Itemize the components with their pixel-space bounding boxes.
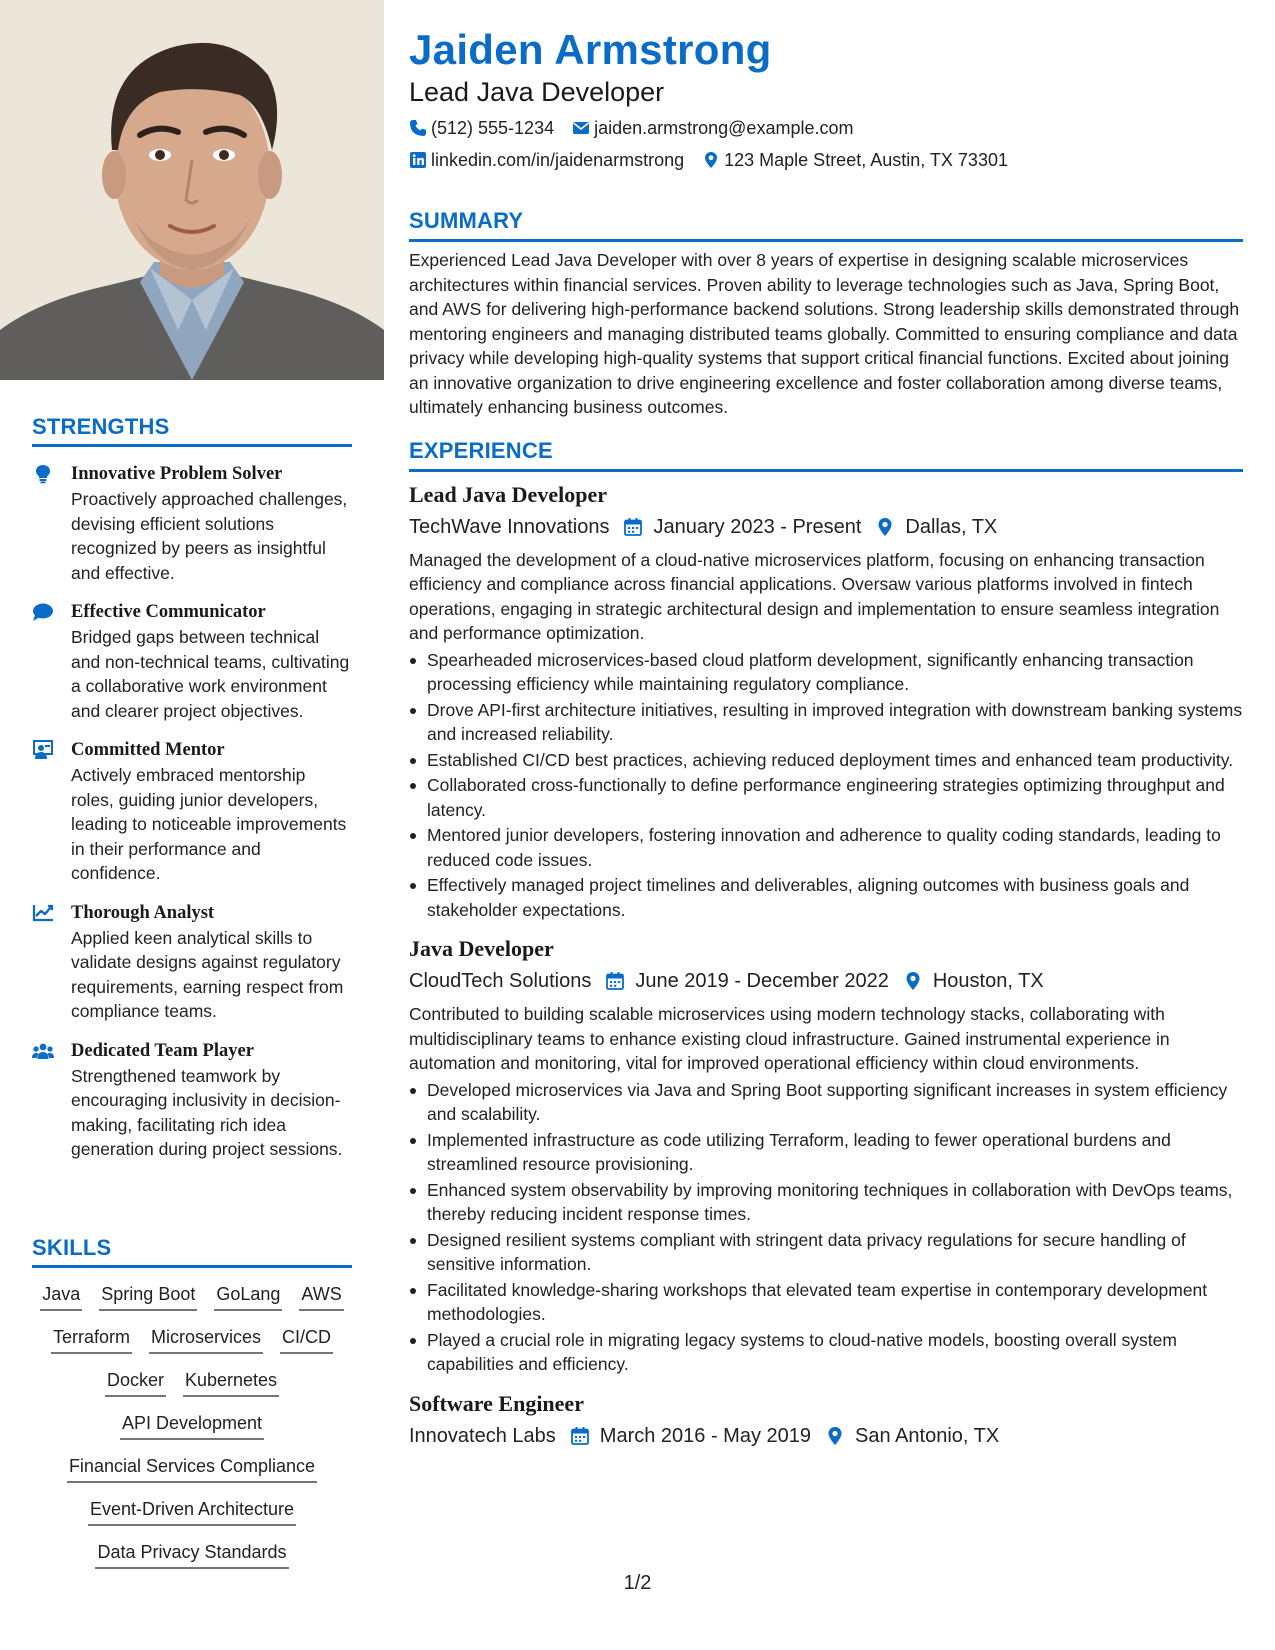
strength-title: Thorough Analyst <box>71 902 215 923</box>
phone-item[interactable] <box>409 118 554 139</box>
strengths-heading: STRENGTHS <box>32 414 170 439</box>
phone-icon <box>409 119 427 137</box>
strength-item <box>32 600 352 723</box>
strength-desc: Strengthened teamwork by encouraging inclusivity in decision-making, facilitating rich idea generation during project sessions. <box>71 1065 343 1159</box>
job-description: Managed the development of a cloud-native microservices platform, focusing on enhancing transaction efficiency and compliance across financial applications. Oversaw various platforms involved in fintech operations, engaging in strategic architectural design and implementation to ensure seamless integration and performance optimization. <box>409 549 1220 643</box>
job-company: CloudTech Solutions <box>409 970 592 992</box>
candidate-name: Jaiden Armstrong <box>409 26 772 73</box>
skills-row <box>32 1325 352 1354</box>
job-entry <box>409 934 1243 1377</box>
linkedin-text: linkedin.com/in/jaidenarmstrong <box>431 149 685 170</box>
email-item[interactable] <box>572 118 853 139</box>
skills-row <box>32 1368 352 1397</box>
skill-tag: Docker <box>105 1368 166 1397</box>
job-bullet: Collaborated cross-functionally to define performance engineering strategies optimizing throughput and latency. <box>409 773 1243 822</box>
job-bullet: Played a crucial role in migrating legacy systems to cloud-native models, boosting overall system capabilities and efficiency. <box>409 1328 1243 1377</box>
strength-desc: Actively embraced mentorship roles, guiding junior developers, leading to noticeable improvements in their performance and confidence. <box>71 765 347 883</box>
linkedin-item[interactable] <box>409 150 684 171</box>
job-bullet: Implemented infrastructure as code utilizing Terraform, leading to fewer operational burdens and streamlined resource provisioning. <box>409 1128 1243 1177</box>
strength-title: Effective Communicator <box>71 602 266 622</box>
summary-section <box>409 208 1243 420</box>
team-icon <box>32 1041 54 1061</box>
calendar-icon <box>623 517 643 537</box>
job-meta <box>409 512 1243 542</box>
skill-tag: AWS <box>299 1282 343 1311</box>
job-entry <box>409 480 1243 923</box>
job-bullet: Effectively managed project timelines and deliverables, aligning outcomes with business goals and stakeholder expectations. <box>409 873 1243 922</box>
calendar-icon <box>570 1426 590 1446</box>
address-item <box>702 150 1008 171</box>
skill-tag: GoLang <box>214 1282 282 1311</box>
summary-rule <box>409 239 1243 242</box>
lightbulb-icon <box>32 464 54 484</box>
job-location: Dallas, TX <box>905 515 998 538</box>
strengths-rule <box>32 444 352 447</box>
strength-title: Innovative Problem Solver <box>71 464 283 484</box>
chart-line-icon <box>32 903 54 923</box>
skills-row <box>32 1411 352 1440</box>
strength-item <box>32 462 352 585</box>
teacher-icon <box>32 740 54 760</box>
skill-tag: Microservices <box>149 1325 263 1354</box>
strength-item <box>32 738 352 886</box>
strength-desc: Applied keen analytical skills to validate designs against regulatory requirements, earning respect from compliance teams. <box>71 927 344 1021</box>
skills-section <box>32 1235 352 1569</box>
job-bullet: Mentored junior developers, fostering innovation and adherence to quality coding standards, leading to reduced code issues. <box>409 823 1243 872</box>
summary-heading: SUMMARY <box>409 208 524 233</box>
strengths-section <box>32 414 352 1162</box>
map-pin-icon <box>702 151 720 169</box>
job-title: Software Engineer <box>409 1390 584 1416</box>
job-bullet: Designed resilient systems compliant with stringent data privacy regulations for secure handling of sensitive information. <box>409 1228 1243 1277</box>
profile-photo <box>0 0 384 380</box>
speech-bubble-icon <box>32 602 54 622</box>
skills-rule <box>32 1265 352 1268</box>
job-description: Contributed to building scalable microservices using modern technology stacks, collaborating with multidisciplinary teams to enhance existing cloud infrastructure. Gained instrumental experience in automation and monitoring, vital for improved operational efficiency within cloud environments. <box>409 1004 1170 1073</box>
page-number: 1/2 <box>623 1572 652 1594</box>
job-bullets <box>409 1078 1243 1377</box>
skills-row <box>32 1497 352 1526</box>
skill-tag: Spring Boot <box>99 1282 197 1311</box>
job-meta <box>409 966 1243 996</box>
strength-desc: Bridged gaps between technical and non-technical teams, cultivating a collaborative work environment and clearer project objectives. <box>71 627 350 721</box>
strength-title: Dedicated Team Player <box>71 1040 254 1061</box>
skill-tag: Kubernetes <box>183 1368 279 1397</box>
job-company: TechWave Innovations <box>409 515 610 538</box>
strength-item <box>32 1039 352 1162</box>
job-bullets <box>409 648 1243 923</box>
contact-row <box>409 148 1243 172</box>
strength-title: Committed Mentor <box>71 740 225 760</box>
skill-tag: Terraform <box>51 1325 132 1354</box>
linkedin-icon <box>409 151 427 169</box>
sidebar <box>0 0 384 1650</box>
job-bullet: Facilitated knowledge-sharing workshops that elevated team expertise in contemporary development methodologies. <box>409 1278 1243 1327</box>
job-location: Houston, TX <box>932 970 1044 992</box>
main-content <box>409 24 1243 1451</box>
strength-desc: Proactively approached challenges, devising efficient solutions recognized by peers as insightful and effective. <box>71 489 348 583</box>
skill-tag: Java <box>40 1282 82 1311</box>
experience-heading: EXPERIENCE <box>409 437 553 463</box>
skill-tag: CI/CD <box>280 1325 333 1354</box>
map-pin-icon <box>825 1426 845 1446</box>
strength-item <box>32 901 352 1024</box>
phone-text: (512) 555-1234 <box>431 117 555 138</box>
job-bullet: Enhanced system observability by improving monitoring techniques in collaboration with DevOps teams, thereby reducing incident response times. <box>409 1178 1243 1227</box>
job-bullet: Spearheaded microservices-based cloud platform development, significantly enhancing transaction processing efficiency while maintaining regulatory compliance. <box>409 648 1243 697</box>
skill-tag: Data Privacy Standards <box>95 1540 288 1569</box>
skills-row <box>32 1540 352 1569</box>
experience-section <box>409 438 1243 1451</box>
map-pin-icon <box>903 971 923 991</box>
job-bullet: Established CI/CD best practices, achieving reduced deployment times and enhanced team productivity. <box>409 748 1243 773</box>
skills-row <box>32 1454 352 1483</box>
skills-row <box>32 1282 352 1311</box>
contact-row <box>409 116 1243 140</box>
skills-heading: SKILLS <box>32 1235 112 1260</box>
job-dates: January 2023 - Present <box>653 515 862 538</box>
job-entry <box>409 1389 1243 1451</box>
job-dates: June 2019 - December 2022 <box>635 970 889 992</box>
candidate-role: Lead Java Developer <box>409 77 665 107</box>
job-bullet: Developed microservices via Java and Spring Boot supporting significant increases in system efficiency and scalability. <box>409 1078 1243 1127</box>
job-title: Java Developer <box>409 936 554 961</box>
map-pin-icon <box>875 517 895 537</box>
job-title: Lead Java Developer <box>409 481 607 507</box>
job-company: Innovatech Labs <box>409 1424 556 1447</box>
job-dates: March 2016 - May 2019 <box>599 1424 812 1447</box>
summary-text: Experienced Lead Java Developer with over 8 years of expertise in designing scalable microservices architectures within financial services. Proven ability to leverage technologies such as Java, Spring Boot, and AWS for delivering high-performance backend solutions. Strong leadership skills demonstrated through mentoring engineers and managing distributed teams globally. Committed to ensuring compliance and data privacy while developing high-quality systems that support critical financial functions. Excited about joining an innovative organization to drive engineering excellence and foster collaboration among diverse teams, ultimately enhancing business outcomes. <box>409 250 1240 417</box>
job-location: San Antonio, TX <box>855 1424 1000 1447</box>
skill-tag: API Development <box>120 1411 264 1440</box>
job-bullet: Drove API-first architecture initiatives, resulting in improved integration with downstream banking systems and increased reliability. <box>409 698 1243 747</box>
email-text: jaiden.armstrong@example.com <box>594 117 854 138</box>
profile-photo-image <box>0 0 384 380</box>
calendar-icon <box>605 971 625 991</box>
envelope-icon <box>572 119 590 137</box>
skill-tag: Event-Driven Architecture <box>88 1497 296 1526</box>
address-text: 123 Maple Street, Austin, TX 73301 <box>724 149 1008 170</box>
experience-rule <box>409 469 1243 472</box>
job-meta <box>409 1421 1243 1451</box>
skill-tag: Financial Services Compliance <box>67 1454 317 1483</box>
